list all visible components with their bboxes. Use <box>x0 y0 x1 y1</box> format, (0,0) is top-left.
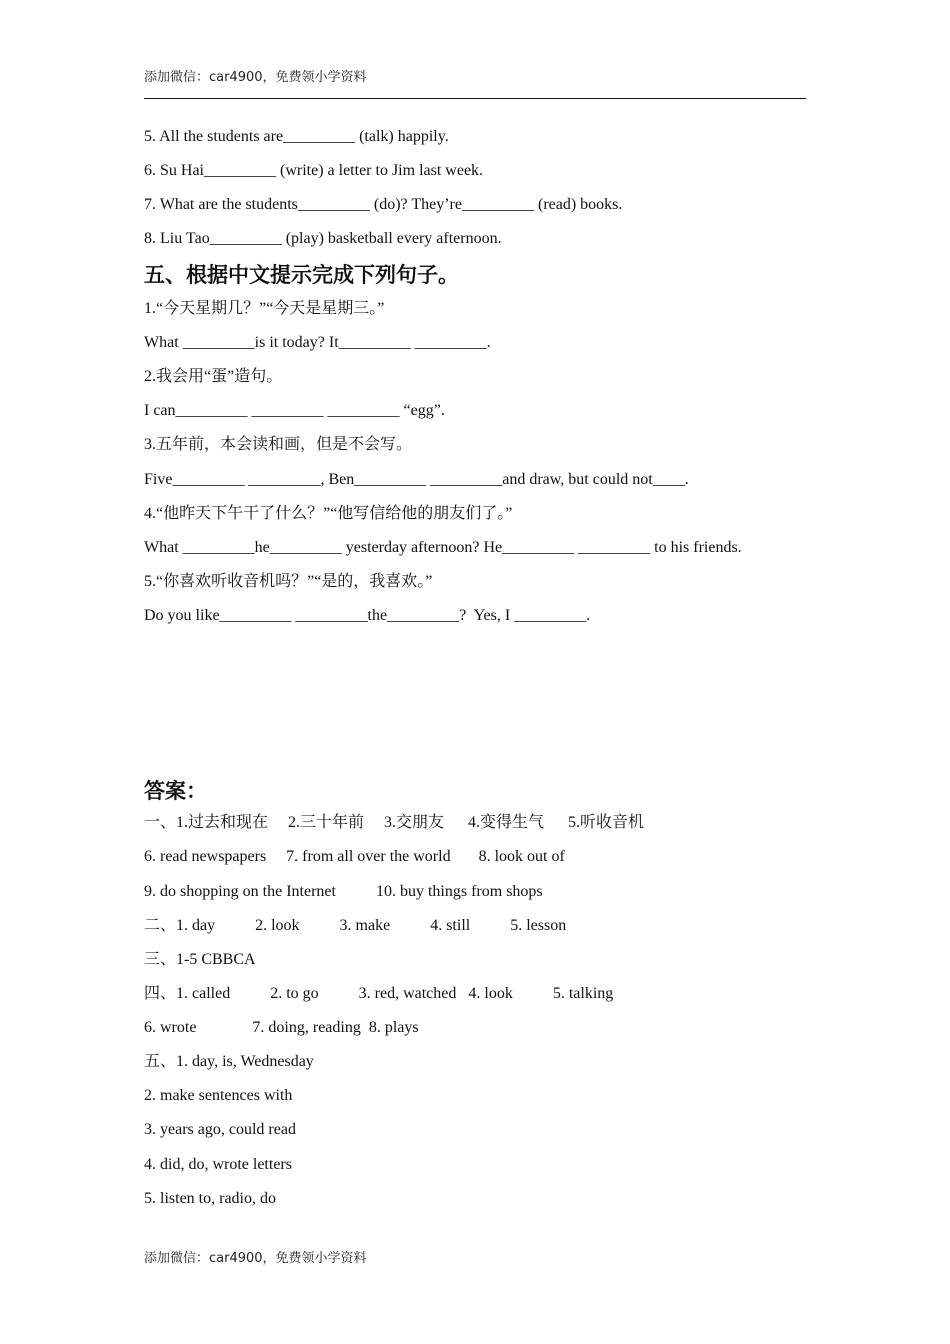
answer-line: 2. make sentences with <box>144 1087 293 1104</box>
answer-line: 四、1. called 2. to go 3. red, watched 4. look 5. talking <box>144 985 614 1002</box>
prompt-line: 4.“他昨天下午干了什么？”“他写信给他的朋友们了。” <box>144 505 513 522</box>
answer-line: 5. listen to, radio, do <box>144 1190 276 1207</box>
answer-line: 6. read newspapers 7. from all over the world 8. look out of <box>144 848 565 865</box>
answer-blank-line: Do you like_________ _________the_________? Yes, I _________. <box>144 607 591 624</box>
answer-blank-line: I can_________ _________ _________ “egg”. <box>144 402 445 419</box>
page-header-note: 添加微信：car4900，免费领小学资料 <box>144 70 367 85</box>
exercise-line: 5. All the students are_________ (talk) happily. <box>144 128 449 145</box>
answer-line: 4. did, do, wrote letters <box>144 1156 292 1173</box>
section-five-heading: 五、根据中文提示完成下列句子。 <box>144 263 459 287</box>
prompt-line: 1.“今天星期几？”“今天是星期三。” <box>144 300 385 317</box>
answer-line: 二、1. day 2. look 3. make 4. still 5. lesson <box>144 917 567 934</box>
answer-blank-line: Five_________ _________, Ben_________ _________and draw, but could not____. <box>144 471 689 488</box>
answers-heading: 答案： <box>144 779 207 803</box>
header-divider <box>144 98 806 99</box>
exercise-line: 8. Liu Tao_________ (play) basketball every afternoon. <box>144 230 502 247</box>
answer-line: 3. years ago, could read <box>144 1121 296 1138</box>
answer-line: 三、1-5 CBBCA <box>144 951 256 968</box>
page-footer-note: 添加微信：car4900，免费领小学资料 <box>144 1251 367 1266</box>
prompt-line: 5.“你喜欢听收音机吗？”“是的，我喜欢。” <box>144 573 433 590</box>
answer-line: 五、1. day, is, Wednesday <box>144 1053 314 1070</box>
prompt-line: 2.我会用“蛋”造句。 <box>144 368 283 385</box>
answer-blank-line: What _________is it today? It_________ _________. <box>144 334 491 351</box>
answer-line: 9. do shopping on the Internet 10. buy things from shops <box>144 883 543 900</box>
answer-line: 一、1.过去和现在 2.三十年前 3.交朋友 4.变得生气 5.听收音机 <box>144 814 645 831</box>
answer-line: 6. wrote 7. doing, reading 8. plays <box>144 1019 419 1036</box>
answer-blank-line: What _________he_________ yesterday afternoon? He_________ _________ to his friends. <box>144 539 742 556</box>
prompt-line: 3.五年前，本会读和画，但是不会写。 <box>144 436 413 453</box>
exercise-line: 6. Su Hai_________ (write) a letter to Jim last week. <box>144 162 484 179</box>
exercise-line: 7. What are the students_________ (do)? They’re_________ (read) books. <box>144 196 623 213</box>
